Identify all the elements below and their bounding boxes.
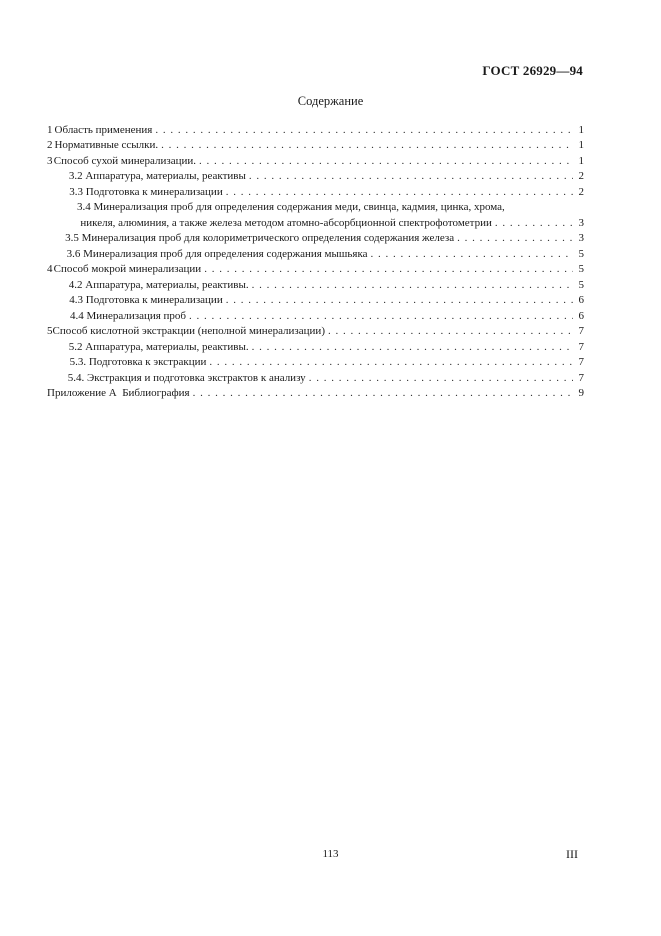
- toc-entry-number: 5: [47, 325, 53, 337]
- toc-entry-label: Способ мокрой минерализации: [53, 263, 202, 275]
- toc-entry-page: 7: [578, 356, 584, 368]
- toc-entry[interactable]: [47, 277, 584, 293]
- toc-entry-number: 1: [47, 123, 53, 136]
- toc-entry-page: 6: [578, 309, 584, 322]
- toc-entry[interactable]: [47, 355, 584, 371]
- toc-entry-label-continued: никеля, алюминия, а также железа методом атомно-абсорбционной спектрофотометрии: [80, 216, 492, 229]
- toc-entry-label: Способ сухой минерализации.: [53, 154, 197, 167]
- toc-entry-appendix[interactable]: [47, 386, 584, 402]
- toc-leader-dots: [371, 247, 573, 262]
- page-number: 113: [322, 848, 339, 860]
- toc-entry-page: 3: [578, 216, 584, 229]
- toc-entry-page: 9: [578, 387, 584, 399]
- toc-entry[interactable]: [47, 184, 584, 200]
- toc-entry-page: 7: [578, 340, 584, 353]
- toc-entry-number: 4: [47, 263, 53, 275]
- toc-entry-label: 3.5 Минерализация проб для колориметрического определения содержания железа: [65, 232, 455, 244]
- toc-entry-label: 5.4. Экстракция и подготовка экстрактов к анализу: [67, 371, 306, 384]
- toc-leader-dots: [495, 216, 573, 231]
- toc-entry-label: 5.3. Подготовка к экстракции: [69, 356, 207, 368]
- toc-entry[interactable]: [47, 339, 584, 355]
- toc-leader-dots: [309, 371, 573, 386]
- toc-leader-dots: [209, 355, 573, 370]
- toc-entry-label: 3.3 Подготовка к минерализации: [69, 185, 223, 198]
- toc-entry-page: 5: [578, 247, 584, 260]
- toc-entry-page: 2: [578, 185, 584, 198]
- toc-entry-page: 7: [578, 325, 584, 337]
- toc-entry-label: Способ кислотной экстракции (неполной минерализации): [52, 325, 325, 337]
- toc-entry-page: 7: [578, 371, 584, 384]
- toc-entry-label: 3.4 Минерализация проб для определения содержания меди, свинца, кадмия, цинка, хрома,: [77, 201, 505, 213]
- toc-entry-page: 5: [578, 263, 584, 275]
- table-of-contents: [47, 122, 584, 401]
- toc-leader-dots: [161, 138, 573, 153]
- toc-entry-label: Нормативные ссылки.: [54, 139, 159, 151]
- toc-entry-continuation[interactable]: [47, 215, 584, 231]
- toc-title: Содержание: [297, 94, 364, 108]
- toc-leader-dots: [226, 185, 573, 200]
- toc-entry-label: 3.6 Минерализация проб для определения содержания мышьяка: [66, 247, 368, 260]
- toc-entry-label: 4.3 Подготовка к минерализации: [69, 294, 223, 306]
- toc-entry[interactable]: [47, 231, 584, 247]
- toc-entry-label: Область применения: [54, 123, 153, 136]
- toc-entry[interactable]: [47, 370, 584, 386]
- toc-leader-dots: [457, 231, 573, 246]
- toc-entry-number: 3: [47, 154, 53, 167]
- toc-entry[interactable]: [47, 200, 584, 216]
- toc-entry-page: 5: [578, 278, 584, 291]
- toc-entry[interactable]: [47, 324, 584, 340]
- toc-leader-dots: [226, 293, 573, 308]
- toc-entry[interactable]: [47, 293, 584, 309]
- toc-entry[interactable]: [47, 138, 584, 154]
- toc-entry[interactable]: [47, 262, 584, 278]
- toc-entry-label: 4.2 Аппаратура, материалы, реактивы.: [68, 278, 249, 291]
- toc-leader-dots: [328, 324, 573, 339]
- toc-entry-label: Приложение А Библиография: [47, 387, 190, 399]
- toc-leader-dots: [204, 262, 573, 277]
- toc-entry[interactable]: [47, 246, 584, 262]
- toc-entry-number: 2: [47, 139, 53, 151]
- toc-leader-dots: [189, 309, 573, 324]
- toc-entry[interactable]: [47, 169, 584, 185]
- toc-entry[interactable]: [47, 308, 584, 324]
- toc-leader-dots: [199, 154, 573, 169]
- document-code: ГОСТ 26929—94: [482, 63, 583, 78]
- toc-leader-dots: [252, 278, 573, 293]
- roman-page-number: III: [566, 847, 578, 861]
- toc-leader-dots: [252, 340, 573, 355]
- toc-leader-dots: [249, 169, 573, 184]
- toc-entry-label: 5.2 Аппаратура, материалы, реактивы.: [68, 340, 249, 353]
- toc-entry-label: 4.4 Минерализация проб: [69, 309, 187, 322]
- toc-entry[interactable]: [47, 122, 584, 138]
- toc-entry-page: 1: [578, 123, 584, 136]
- toc-entry-page: 1: [578, 154, 584, 167]
- toc-entry-page: 2: [578, 170, 584, 182]
- toc-entry-label: 3.2 Аппаратура, материалы, реактивы: [68, 170, 246, 182]
- toc-leader-dots: [155, 123, 573, 138]
- toc-entry-page: 3: [578, 232, 584, 244]
- toc-entry[interactable]: [47, 153, 584, 169]
- toc-entry-page: 1: [578, 139, 584, 151]
- toc-leader-dots: [193, 386, 573, 401]
- toc-entry-page: 6: [578, 294, 584, 306]
